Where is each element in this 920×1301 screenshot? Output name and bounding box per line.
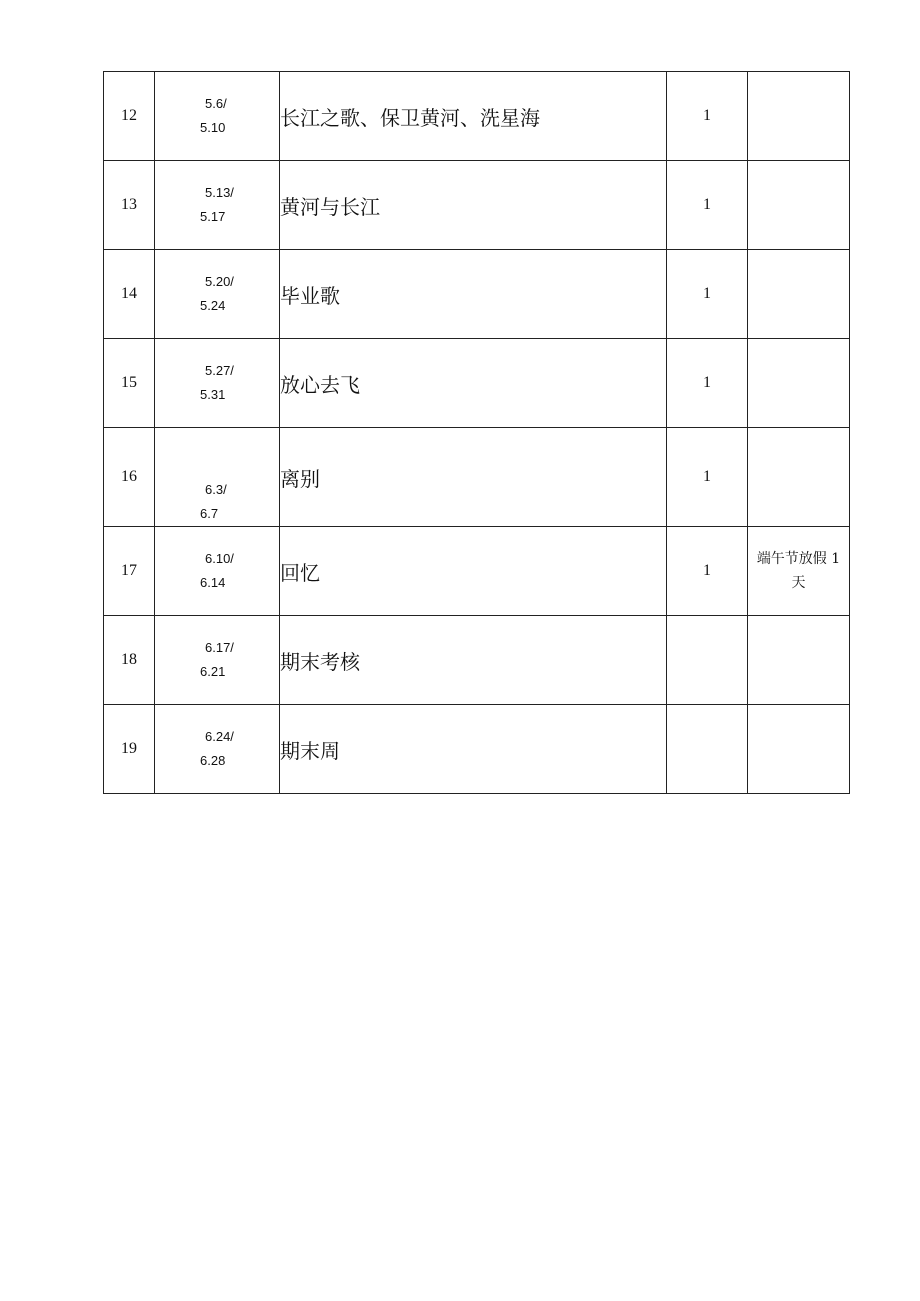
date-start: 6.17/ (205, 640, 234, 655)
lesson-topic: 离别 (280, 428, 667, 527)
note-line: 天 (791, 575, 806, 591)
date-range (155, 428, 280, 527)
date-range (155, 250, 280, 339)
lesson-hours: 1 (667, 72, 748, 161)
table-row (104, 72, 850, 161)
date-range (155, 72, 280, 161)
lesson-note (748, 250, 850, 339)
date-end: 6.14 (200, 575, 226, 590)
date-start: 5.13/ (205, 185, 234, 200)
week-number: 17 (104, 527, 155, 616)
lesson-hours (667, 616, 748, 705)
table-row (104, 705, 850, 794)
date-end: 6.28 (200, 753, 226, 768)
week-number: 12 (104, 72, 155, 161)
date-start: 5.20/ (205, 274, 234, 289)
lesson-note (748, 161, 850, 250)
date-end: 5.10 (200, 120, 226, 135)
date-end: 6.21 (200, 664, 226, 679)
lesson-note (748, 527, 850, 616)
lesson-topic: 期末周 (280, 705, 667, 794)
lesson-note (748, 705, 850, 794)
date-range (155, 705, 280, 794)
table-row (104, 428, 850, 527)
date-range (155, 616, 280, 705)
date-end: 5.31 (200, 387, 226, 402)
date-end: 5.17 (200, 209, 226, 224)
lesson-topic: 毕业歌 (280, 250, 667, 339)
lesson-topic: 黄河与长江 (280, 161, 667, 250)
date-start: 6.10/ (205, 551, 234, 566)
date-range (155, 527, 280, 616)
date-range (155, 339, 280, 428)
lesson-note (748, 428, 850, 527)
lesson-topic: 期末考核 (280, 616, 667, 705)
date-start: 5.6/ (205, 96, 227, 111)
lesson-topic: 长江之歌、保卫黄河、洗星海 (280, 72, 667, 161)
lesson-topic: 放心去飞 (280, 339, 667, 428)
schedule-table (103, 71, 850, 794)
table-row (104, 616, 850, 705)
week-number: 15 (104, 339, 155, 428)
date-start: 6.3/ (205, 482, 227, 497)
week-number: 18 (104, 616, 155, 705)
lesson-note (748, 339, 850, 428)
table-row (104, 339, 850, 428)
lesson-hours: 1 (667, 250, 748, 339)
lesson-topic: 回忆 (280, 527, 667, 616)
date-start: 6.24/ (205, 729, 234, 744)
date-end: 5.24 (200, 298, 226, 313)
lesson-hours (667, 705, 748, 794)
table-row (104, 527, 850, 616)
lesson-hours: 1 (667, 527, 748, 616)
lesson-hours: 1 (667, 428, 748, 527)
week-number: 13 (104, 161, 155, 250)
lesson-hours: 1 (667, 339, 748, 428)
table-row (104, 250, 850, 339)
lesson-hours: 1 (667, 161, 748, 250)
table-row (104, 161, 850, 250)
note-line: 端午节放假 1 (756, 551, 841, 567)
week-number: 16 (104, 428, 155, 527)
week-number: 14 (104, 250, 155, 339)
lesson-note (748, 72, 850, 161)
date-end: 6.7 (200, 506, 219, 521)
lesson-note (748, 616, 850, 705)
week-number: 19 (104, 705, 155, 794)
date-range (155, 161, 280, 250)
date-start: 5.27/ (205, 363, 234, 378)
